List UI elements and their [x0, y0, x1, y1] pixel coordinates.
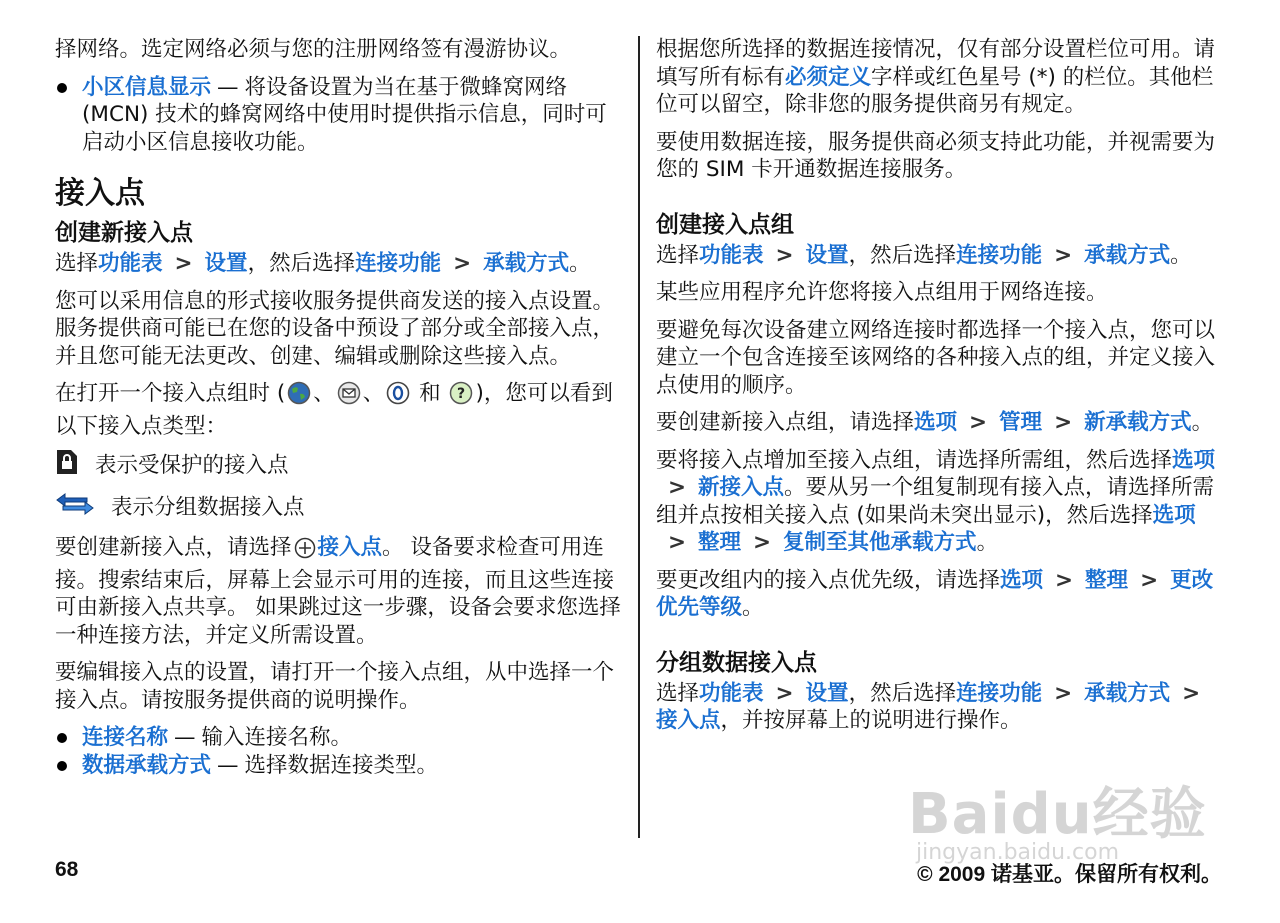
paragraph-roaming: 择网络。选定网络必须与您的注册网络签有漫游协议。 [55, 37, 572, 62]
subheading-packet-data-ap: 分组数据接入点 [656, 649, 817, 676]
nav-path: 选择功能表 > 设置，然后选择连接功能 > 承载方式 >接入点，并按屏幕上的说明进行操作。 [656, 680, 1201, 733]
question-icon [449, 381, 473, 413]
subheading-create-ap-group: 创建接入点组 [656, 211, 794, 238]
link-menu[interactable]: 功能表 [699, 680, 764, 706]
right-column [656, 36, 1228, 745]
ap-settings-list [55, 724, 625, 779]
link-new-access-point[interactable]: 新接入点 [698, 475, 785, 500]
link-copy-to-other[interactable]: 复制至其他承载方式 [783, 530, 977, 555]
link-organise[interactable]: 整理 [1085, 567, 1129, 593]
packet-data-ap-line: 表示分组数据接入点 [55, 492, 625, 524]
link-settings[interactable]: 设置 [204, 251, 248, 276]
watermark-url: jingyan.baidu.com [916, 840, 1120, 865]
link-menu[interactable]: 功能表 [98, 251, 163, 276]
section-heading-access-points: 接入点 [55, 176, 145, 211]
link-change-priority[interactable]: 更改优先等级 [656, 567, 1214, 620]
column-divider [638, 36, 640, 838]
watermark-logo: Baidu经验 [908, 782, 1207, 847]
svg-text:?: ? [457, 386, 466, 402]
link-bearer[interactable]: 承载方式 [1084, 242, 1171, 268]
protected-ap-line: 表示受保护的接入点 [55, 450, 625, 482]
link-settings[interactable]: 设置 [805, 680, 849, 706]
paragraph-priority: 要更改组内的接入点优先级，请选择选项 > 整理 > 更改优先等级。 [656, 567, 1214, 620]
list-item: 数据承载方式 — 选择数据连接类型。 [55, 752, 625, 780]
paragraph-edit-ap: 要编辑接入点的设置，请打开一个接入点组，从中选择一个接入点。请按服务提供商的说明操作。 [55, 660, 615, 713]
paragraph-new-group: 要创建新接入点组，请选择选项 > 管理 > 新承载方式。 [656, 410, 1214, 435]
lock-doc-icon [55, 449, 95, 483]
link-options[interactable]: 选项 [1172, 447, 1216, 473]
link-options[interactable]: 选项 [914, 410, 958, 435]
link-access-point[interactable]: 接入点 [317, 535, 383, 560]
link-access-point[interactable]: 接入点 [656, 708, 721, 733]
link-connectivity[interactable]: 连接功能 [355, 251, 442, 276]
link-bearer[interactable]: 承载方式 [1084, 680, 1171, 706]
envelope-icon [337, 381, 361, 413]
arrows-icon [55, 491, 111, 525]
plus-circle-icon [294, 537, 316, 567]
paragraph-ap-groups: 某些应用程序允许您将接入点组用于网络连接。 [656, 280, 1108, 305]
cell-info-list [55, 74, 625, 157]
link-organise[interactable]: 整理 [698, 530, 742, 555]
link-bearer[interactable]: 承载方式 [483, 251, 570, 276]
left-column [55, 36, 625, 789]
paragraph-ap-types: 在打开一个接入点组时 ( 、 、 和 ? )，您可以看到以下接入点类型： [55, 381, 613, 439]
term-data-bearer[interactable]: 数据承载方式 [82, 752, 212, 778]
link-manage[interactable]: 管理 [999, 410, 1043, 435]
term-cell-info[interactable]: 小区信息显示 [82, 74, 212, 100]
link-options[interactable]: 选项 [1000, 567, 1044, 593]
paragraph-receive-settings: 您可以采用信息的形式接收服务提供商发送的接入点设置。服务提供商可能已在您的设备中预设了部分或全部接入点，并且您可能无法更改、创建、编辑或删除这些接入点。 [55, 288, 615, 369]
nav-path: 选择功能表 > 设置，然后选择连接功能 > 承载方式。 [55, 251, 591, 276]
link-connectivity[interactable]: 连接功能 [956, 680, 1043, 706]
paragraph-data-service: 要使用数据连接，服务提供商必须支持此功能，并视需要为您的 SIM 卡开通数据连接服务。 [656, 129, 1216, 182]
link-new-bearer[interactable]: 新承载方式 [1084, 410, 1192, 435]
zero-icon [386, 381, 410, 413]
link-menu[interactable]: 功能表 [699, 242, 764, 268]
link-connectivity[interactable]: 连接功能 [956, 242, 1043, 268]
subheading-create-ap: 创建新接入点 [55, 220, 193, 246]
link-options[interactable]: 选项 [1152, 502, 1196, 528]
term-connection-name[interactable]: 连接名称 [82, 725, 169, 750]
list-item: 小区信息显示 — 将设备设置为当在基于微蜂窝网络 (MCN) 技术的蜂窝网络中使用时提供指示信息，同时可启动小区信息接收功能。 [55, 74, 625, 157]
link-settings[interactable]: 设置 [805, 242, 849, 268]
page-number: 68 [55, 858, 79, 881]
copyright-notice: © 2009 诺基亚。保留所有权利。 [917, 863, 1222, 886]
paragraph-required-fields: 根据您所选择的数据连接情况，仅有部分设置栏位可用。请填写所有标有必须定义字样或红色星号 (*) 的栏位。其他栏位可以留空，除非您的服务提供商另有规定。 [656, 37, 1216, 117]
globe-icon [287, 381, 311, 413]
link-must-define[interactable]: 必须定义 [785, 64, 872, 90]
paragraph-avoid-select: 要避免每次设备建立网络连接时都选择一个接入点，您可以建立一个包含连接至该网络的各种接入点的组，并定义接入点使用的顺序。 [656, 317, 1216, 398]
nav-path: 选择功能表 > 设置，然后选择连接功能 > 承载方式。 [656, 242, 1192, 268]
list-item: 连接名称 — 输入连接名称。 [55, 724, 625, 752]
baidu-watermark [908, 770, 1207, 865]
paragraph-create-ap: 要创建新接入点，请选择 接入点。 设备要求检查可用连接。搜索结束后，屏幕上会显示可用的连接，而且这些连接可由新接入点共享。 如果跳过这一步骤，设备会要求您选择一种连接方法，并定义所需设置。 [55, 535, 621, 648]
paragraph-add-ap: 要将接入点增加至接入点组，请选择所需组，然后选择选项> 新接入点。要从另一个组复制现有接入点，请选择所需组并点按相关接入点 (如果尚未突出显示)，然后选择选项> 整理 > 复制至其他承载方式。 [656, 447, 1216, 555]
